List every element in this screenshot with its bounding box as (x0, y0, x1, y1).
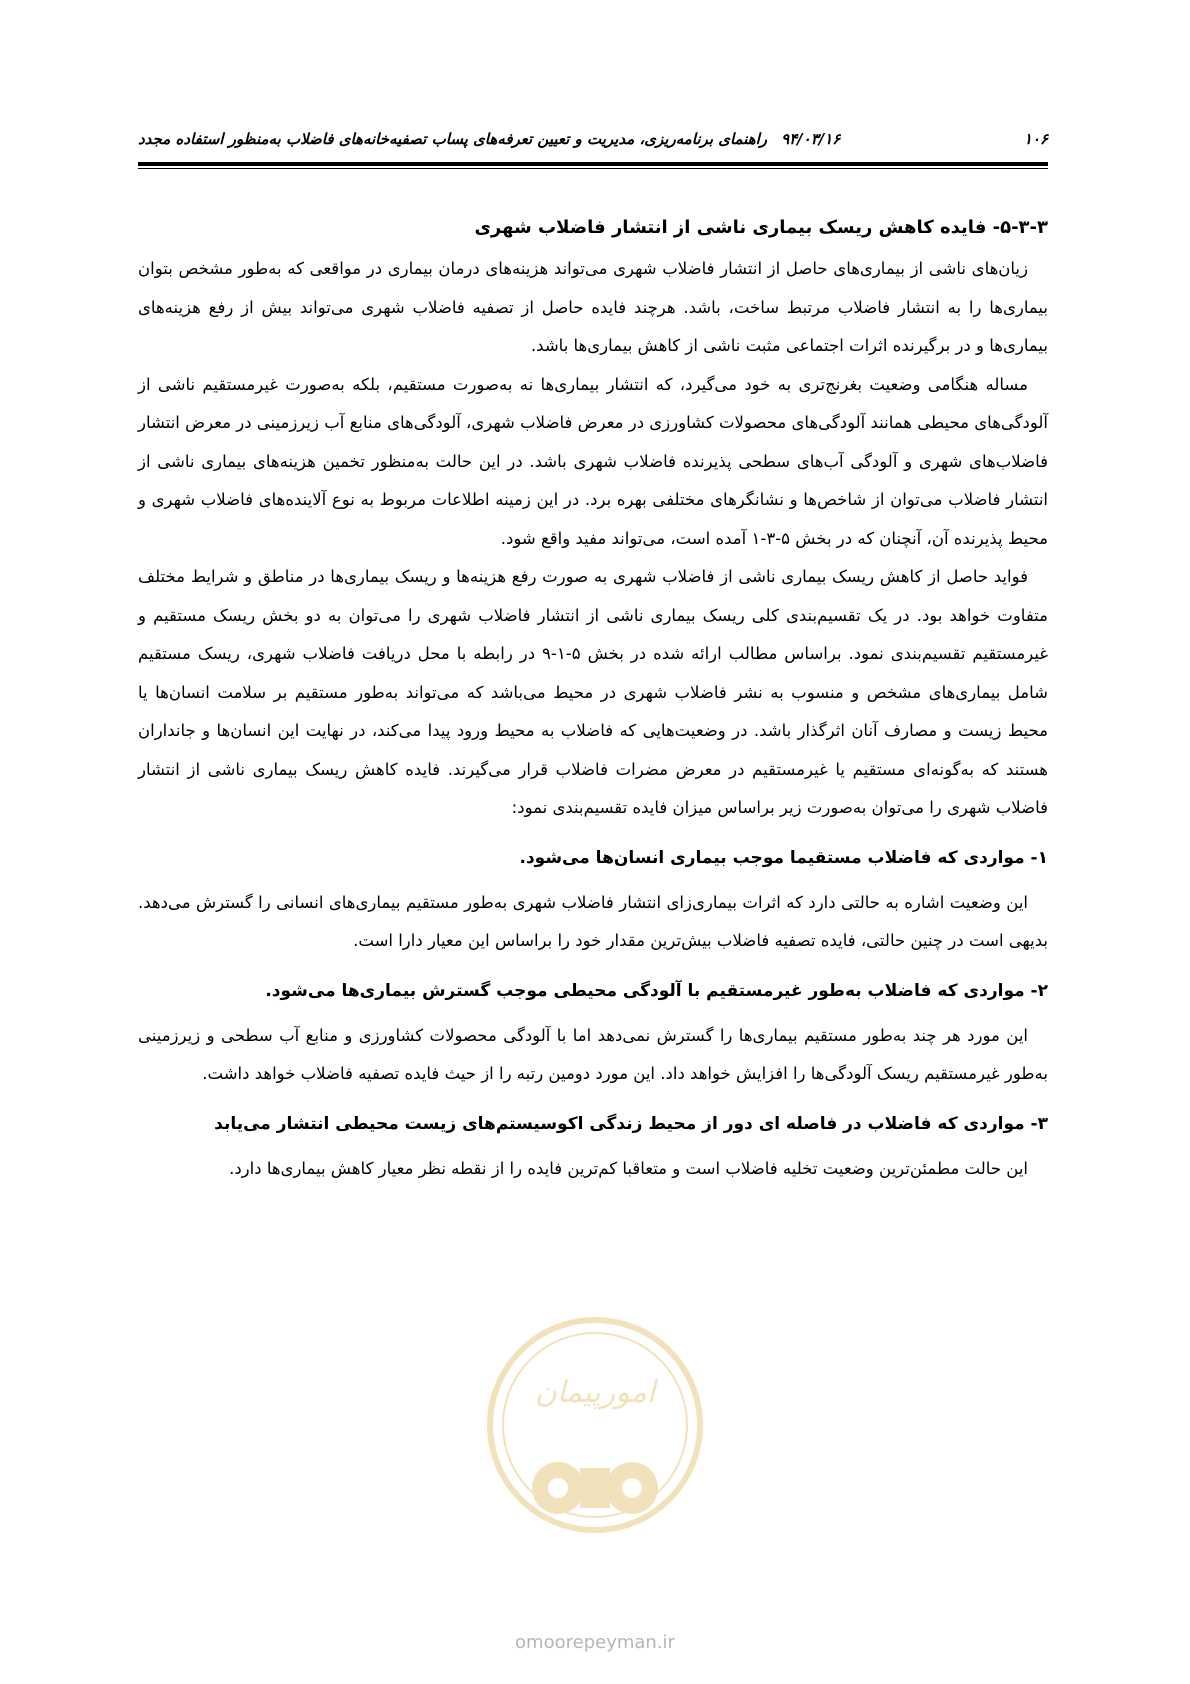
page-content (138, 212, 1048, 1188)
item-text: این وضعیت اشاره به حالتی دارد که اثرات بیماری‌زای انتشار فاضلاب شهری به‌طور مستقیم بیماری‌های انسانی را گسترش می‌دهد. بدیهی است در چنین حالتی، فایده تصفیه فاضلاب بیش‌ترین مقدار خود را براساس این معیار دارا است. (138, 892, 1048, 950)
item-heading: ۳- مواردی که فاضلاب در فاصله ای دور از محیط زندگی اکوسیستم‌های زیست محیطی انتشار می‌یابد (214, 1113, 1048, 1134)
running-title (138, 130, 840, 148)
paragraph: فواید حاصل از کاهش ریسک بیماری ناشی از فاضلاب شهری به صورت رفع هزینه‌ها و ریسک بیماری‌ها در مناطق و شرایط مختلف متفاوت خواهد بود. در یک تقسیم‌بندی کلی ریسک بیماری ناشی از انتشار فاضلاب شهری را می‌توان به دو بخش ریسک مستقیم و غیرمستقیم تقسیم‌بندی نمود. براساس مطالب ارائه شده در بخش ۵-۱-۹ در رابطه با محل دریافت فاضلاب شهری، ریسک مستقیم شامل بیماری‌های مشخص و منسوب به نشر فاضلاب شهری در محیط می‌باشد که می‌تواند به‌طور مستقیم بر سلامت انسان‌ها یا محیط زیست و مصارف آنان اثرگذار باشد. در وضعیت‌هایی که فاضلاب به محیط ورود پیدا می‌کند، در نهایت این انسان‌ها و جانداران هستند که به‌گونه‌ای مستقیم یا غیرمستقیم در معرض مضرات فاضلاب قرار می‌گیرند. فایده کاهش ریسک بیماری ناشی از انتشار فاضلاب شهری را می‌توان به‌صورت زیر براساس میزان فایده تقسیم‌بندی نمود: (138, 567, 1048, 817)
item-heading: ۲- مواردی که فاضلاب به‌طور غیرمستقیم با آلودگی محیطی موجب گسترش بیماری‌ها می‌شود. (265, 980, 1048, 1001)
paragraph: مساله هنگامی وضعیت بغرنج‌تری به خود می‌گیرد، که انتشار بیماری‌ها نه به‌صورت مستقیم، بلکه به‌صورت غیرمستقیم ناشی از آلودگی‌های محیطی همانند آلودگی‌های محصولات کشاورزی در معرض فاضلاب شهری، آلودگی‌های منابع آب زیرزمینی در معرض انتشار فاضلاب‌های شهری و آلودگی آب‌های سطحی پذیرنده فاضلاب شهری باشد. در این حالت به‌منظور تخمین هزینه‌های بیماری ناشی از انتشار فاضلاب می‌توان از شاخص‌ها و نشانگرهای مختلفی بهره برد. در این زمینه اطلاعات مربوط به نوع آلاینده‌های فاضلاب شهری و محیط پذیرنده آن، آنچنان که در بخش ۵-۳-۱ آمده است، می‌تواند مفید واقع شود. (138, 374, 1048, 548)
header-rule-thick (138, 162, 1048, 166)
header-rule-thin (138, 168, 1048, 169)
header-title: راهنمای برنامه‌ریزی، مدیریت و تعیین تعرفه‌های پساب تصفیه‌خانه‌های فاضلاب به‌منظور استفاده مجدد (138, 130, 768, 148)
paragraph: زیان‌های ناشی از بیماری‌های حاصل از انتشار فاضلاب شهری می‌تواند هزینه‌های درمان بیماری در مواقعی که به‌طور مشخص بتوان بیماری‌ها را به انتشار فاضلاب مرتبط ساخت، باشد. هرچند فایده حاصل از تصفیه فاضلاب شهری می‌تواند بیش از رفع هزینه‌های بیماری‌ها و در برگیرنده اثرات اجتماعی مثبت ناشی از کاهش بیماری‌ها باشد. (138, 259, 1048, 355)
item-heading: ۱- مواردی که فاضلاب مستقیما موجب بیماری انسان‌ها می‌شود. (519, 847, 1048, 868)
header-date: ۹۴/۰۳/۱۶ (781, 130, 841, 148)
section-heading: ۵-۳-۳- فایده کاهش ریسک بیماری ناشی از انتشار فاضلاب شهری (474, 217, 1048, 238)
watermark-logo (480, 1310, 710, 1540)
page-number: ۱۰۶ (1023, 130, 1048, 148)
item-text: این مورد هر چند به‌طور مستقیم بیماری‌ها را گسترش نمی‌دهد اما با آلودگی محصولات کشاورزی و منابع آب سطحی و زیرزمینی به‌طور غیرمستقیم ریسک آلودگی‌ها را افزایش خواهد داد. این مورد دومین رتبه را از حیث فایده تصفیه فاضلاب خواهد داشت. (138, 1025, 1048, 1083)
item-text: این حالت مطمئن‌ترین وضعیت تخلیه فاضلاب است و متعاقبا کم‌ترین فایده را از نقطه نظر معیار کاهش بیماری‌ها دارد. (229, 1158, 1028, 1178)
watermark-site: omoorepeyman.ir (515, 1632, 675, 1653)
running-header (138, 126, 1048, 156)
watermark-logo-text: امورپیمان (534, 1375, 656, 1410)
